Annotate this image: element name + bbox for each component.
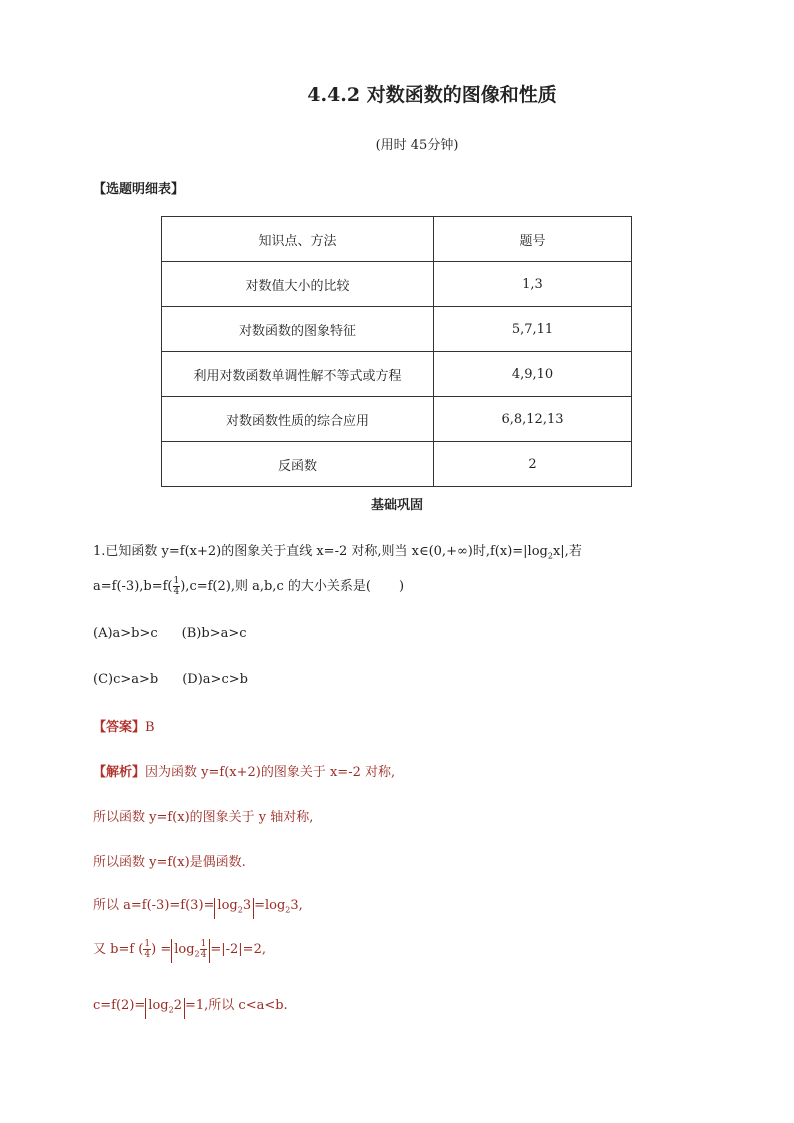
answer-line [93, 716, 155, 735]
table-cell: 4,9,10 [434, 352, 632, 397]
q1-text: ),c=f(2),则 a,b,c 的大小关系是( [180, 579, 371, 594]
fraction-denominator: 4 [200, 950, 207, 960]
options-row-1 [93, 626, 247, 641]
option-b: (B)b>a>c [181, 626, 247, 641]
basic-section-heading: 基础巩固 [370, 498, 423, 513]
fraction-numerator: 1 [144, 939, 151, 949]
section-heading: 【选题明细表】 [93, 182, 185, 197]
table-cell: 对数值大小的比较 [162, 262, 434, 307]
option-d: (D)a>c>b [182, 672, 248, 687]
analysis-text: 所以 a=f(-3)=f(3)= [93, 898, 215, 913]
options-row-2 [93, 672, 248, 687]
analysis-line-3: 所以函数 y=f(x)是偶函数. [93, 855, 246, 870]
table-cell: 反函数 [162, 442, 434, 487]
absolute-value [145, 998, 185, 1019]
fraction [200, 939, 208, 960]
option-a: (A)a>b>c [93, 626, 158, 641]
table-row [162, 262, 632, 307]
q1-text: a=f(-3),b=f( [93, 579, 173, 594]
analysis-line-2: 所以函数 y=f(x)的图象关于 y 轴对称, [93, 810, 314, 825]
analysis-text: 3, [290, 898, 303, 913]
q1-text: 1.已知函数 y=f(x+2)的图象关于直线 x=-2 对称,则当 x∈(0,+∞)时,f(x)=|log [93, 544, 548, 559]
table-cell: 6,8,12,13 [434, 397, 632, 442]
table-cell: 5,7,11 [434, 307, 632, 352]
question-1-line-1 [93, 540, 582, 561]
q1-text: x|,若 [552, 544, 582, 559]
absolute-value [171, 939, 210, 963]
fraction [143, 939, 151, 960]
log-text: log [148, 998, 169, 1013]
absolute-value [214, 898, 254, 919]
table-row [162, 307, 632, 352]
analysis-label: 【解析】 [93, 765, 146, 780]
fraction-denominator: 4 [173, 587, 180, 597]
table-row [162, 397, 632, 442]
log-base: 2 [194, 949, 200, 959]
log-base: 2 [237, 905, 243, 915]
table-cell: 利用对数函数单调性解不等式或方程 [162, 352, 434, 397]
analysis-text: c=f(2)= [93, 998, 146, 1013]
page-title: 4.4.2 对数函数的图像和性质 [307, 84, 557, 106]
fraction-denominator: 4 [144, 950, 151, 960]
analysis-text: =1,所以 c<a<b. [184, 998, 288, 1013]
option-c: (C)c>a>b [93, 672, 159, 687]
analysis-line-4 [93, 894, 303, 919]
table-cell: 2 [434, 442, 632, 487]
analysis-line-1 [93, 761, 395, 780]
table-header-row [162, 217, 632, 262]
table-cell: 1,3 [434, 262, 632, 307]
answer-value: B [145, 720, 155, 735]
fraction-numerator: 1 [173, 576, 180, 586]
answer-label: 【答案】 [93, 720, 146, 735]
analysis-line-5 [93, 938, 266, 963]
table-cell: 对数函数的图象特征 [162, 307, 434, 352]
fraction-numerator: 1 [200, 939, 207, 949]
topic-table [161, 216, 632, 487]
log-base: 2 [285, 905, 291, 915]
log-text: log [217, 898, 238, 913]
table-row [162, 442, 632, 487]
analysis-text: 因为函数 y=f(x+2)的图象关于 x=-2 对称, [145, 765, 396, 780]
q1-text: ) [398, 579, 405, 594]
table-header-cell: 题号 [434, 217, 632, 262]
log-base: 2 [168, 1005, 174, 1015]
log-arg: 2 [173, 998, 182, 1013]
analysis-text: =|-2|=2, [210, 942, 266, 957]
analysis-text: ) = [151, 942, 172, 957]
log-text: log [174, 942, 195, 957]
time-note: (用时 45分钟) [375, 138, 459, 153]
table-row [162, 352, 632, 397]
analysis-text: =log [254, 898, 286, 913]
question-1-line-2 [93, 575, 404, 597]
log-arg: 3 [242, 898, 252, 913]
q1-subscript: 2 [547, 551, 553, 561]
analysis-text: 又 b=f ( [93, 942, 144, 957]
analysis-line-6 [93, 994, 288, 1019]
table-cell: 对数函数性质的综合应用 [162, 397, 434, 442]
table-header-cell: 知识点、方法 [162, 217, 434, 262]
